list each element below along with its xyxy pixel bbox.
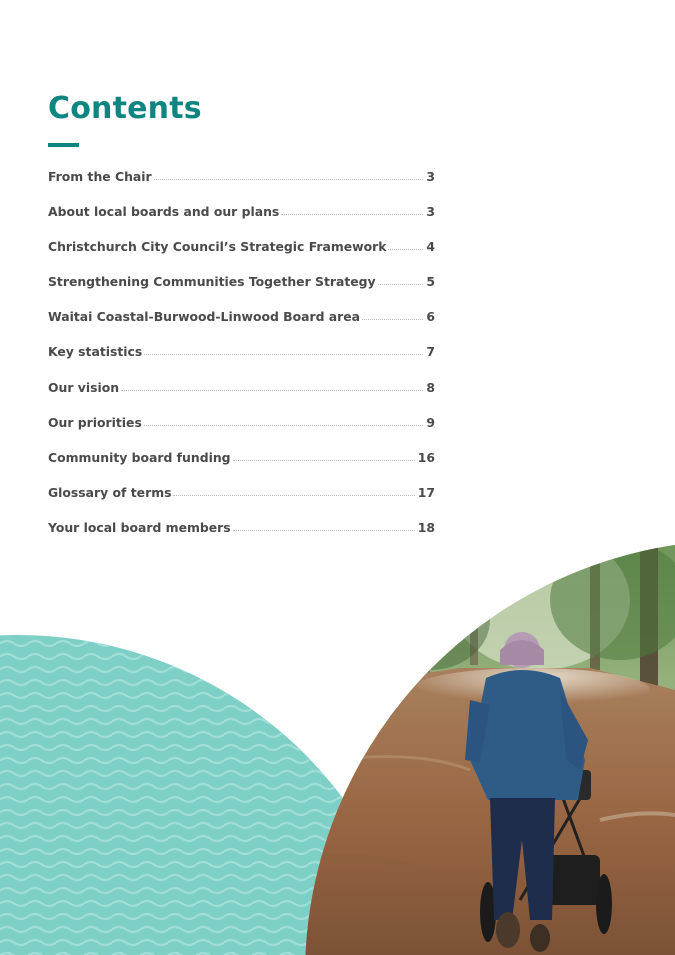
- toc-entry-page: 9: [426, 414, 435, 430]
- toc-entry-label: Waitai Coastal-Burwood-Linwood Board area: [48, 309, 361, 325]
- toc-entry-page: 8: [426, 379, 435, 395]
- toc-entry-label: Key statistics: [48, 344, 143, 360]
- toc-entry-label: Your local board members: [48, 519, 231, 535]
- toc-entry-label: Community board funding: [48, 449, 231, 465]
- toc-entry-label: Strengthening Communities Together Strategy: [48, 274, 376, 290]
- toc-entry-label: Glossary of terms: [48, 484, 172, 500]
- toc-entry-page: 16: [417, 449, 435, 465]
- toc-entry-label: Our priorities: [48, 414, 142, 430]
- toc-entry-label: About local boards and our plans: [48, 204, 280, 220]
- toc-entry-page: 7: [426, 344, 435, 360]
- toc-entry-page: 6: [426, 309, 435, 325]
- toc-entry-page: 18: [417, 519, 435, 535]
- toc-entry-page: 3: [426, 204, 435, 220]
- toc-entry-page: 4: [426, 239, 435, 255]
- toc-entry-page: 17: [417, 484, 435, 500]
- toc-entry-page: 3: [426, 169, 435, 184]
- toc-entry-page: 5: [426, 274, 435, 290]
- toc-entry-label: From the Chair: [48, 169, 152, 184]
- toc-entry-label: Christchurch City Council’s Strategic Framework: [48, 239, 387, 255]
- toc-entry-label: Our vision: [48, 379, 120, 395]
- page-title: Contents: [48, 91, 202, 126]
